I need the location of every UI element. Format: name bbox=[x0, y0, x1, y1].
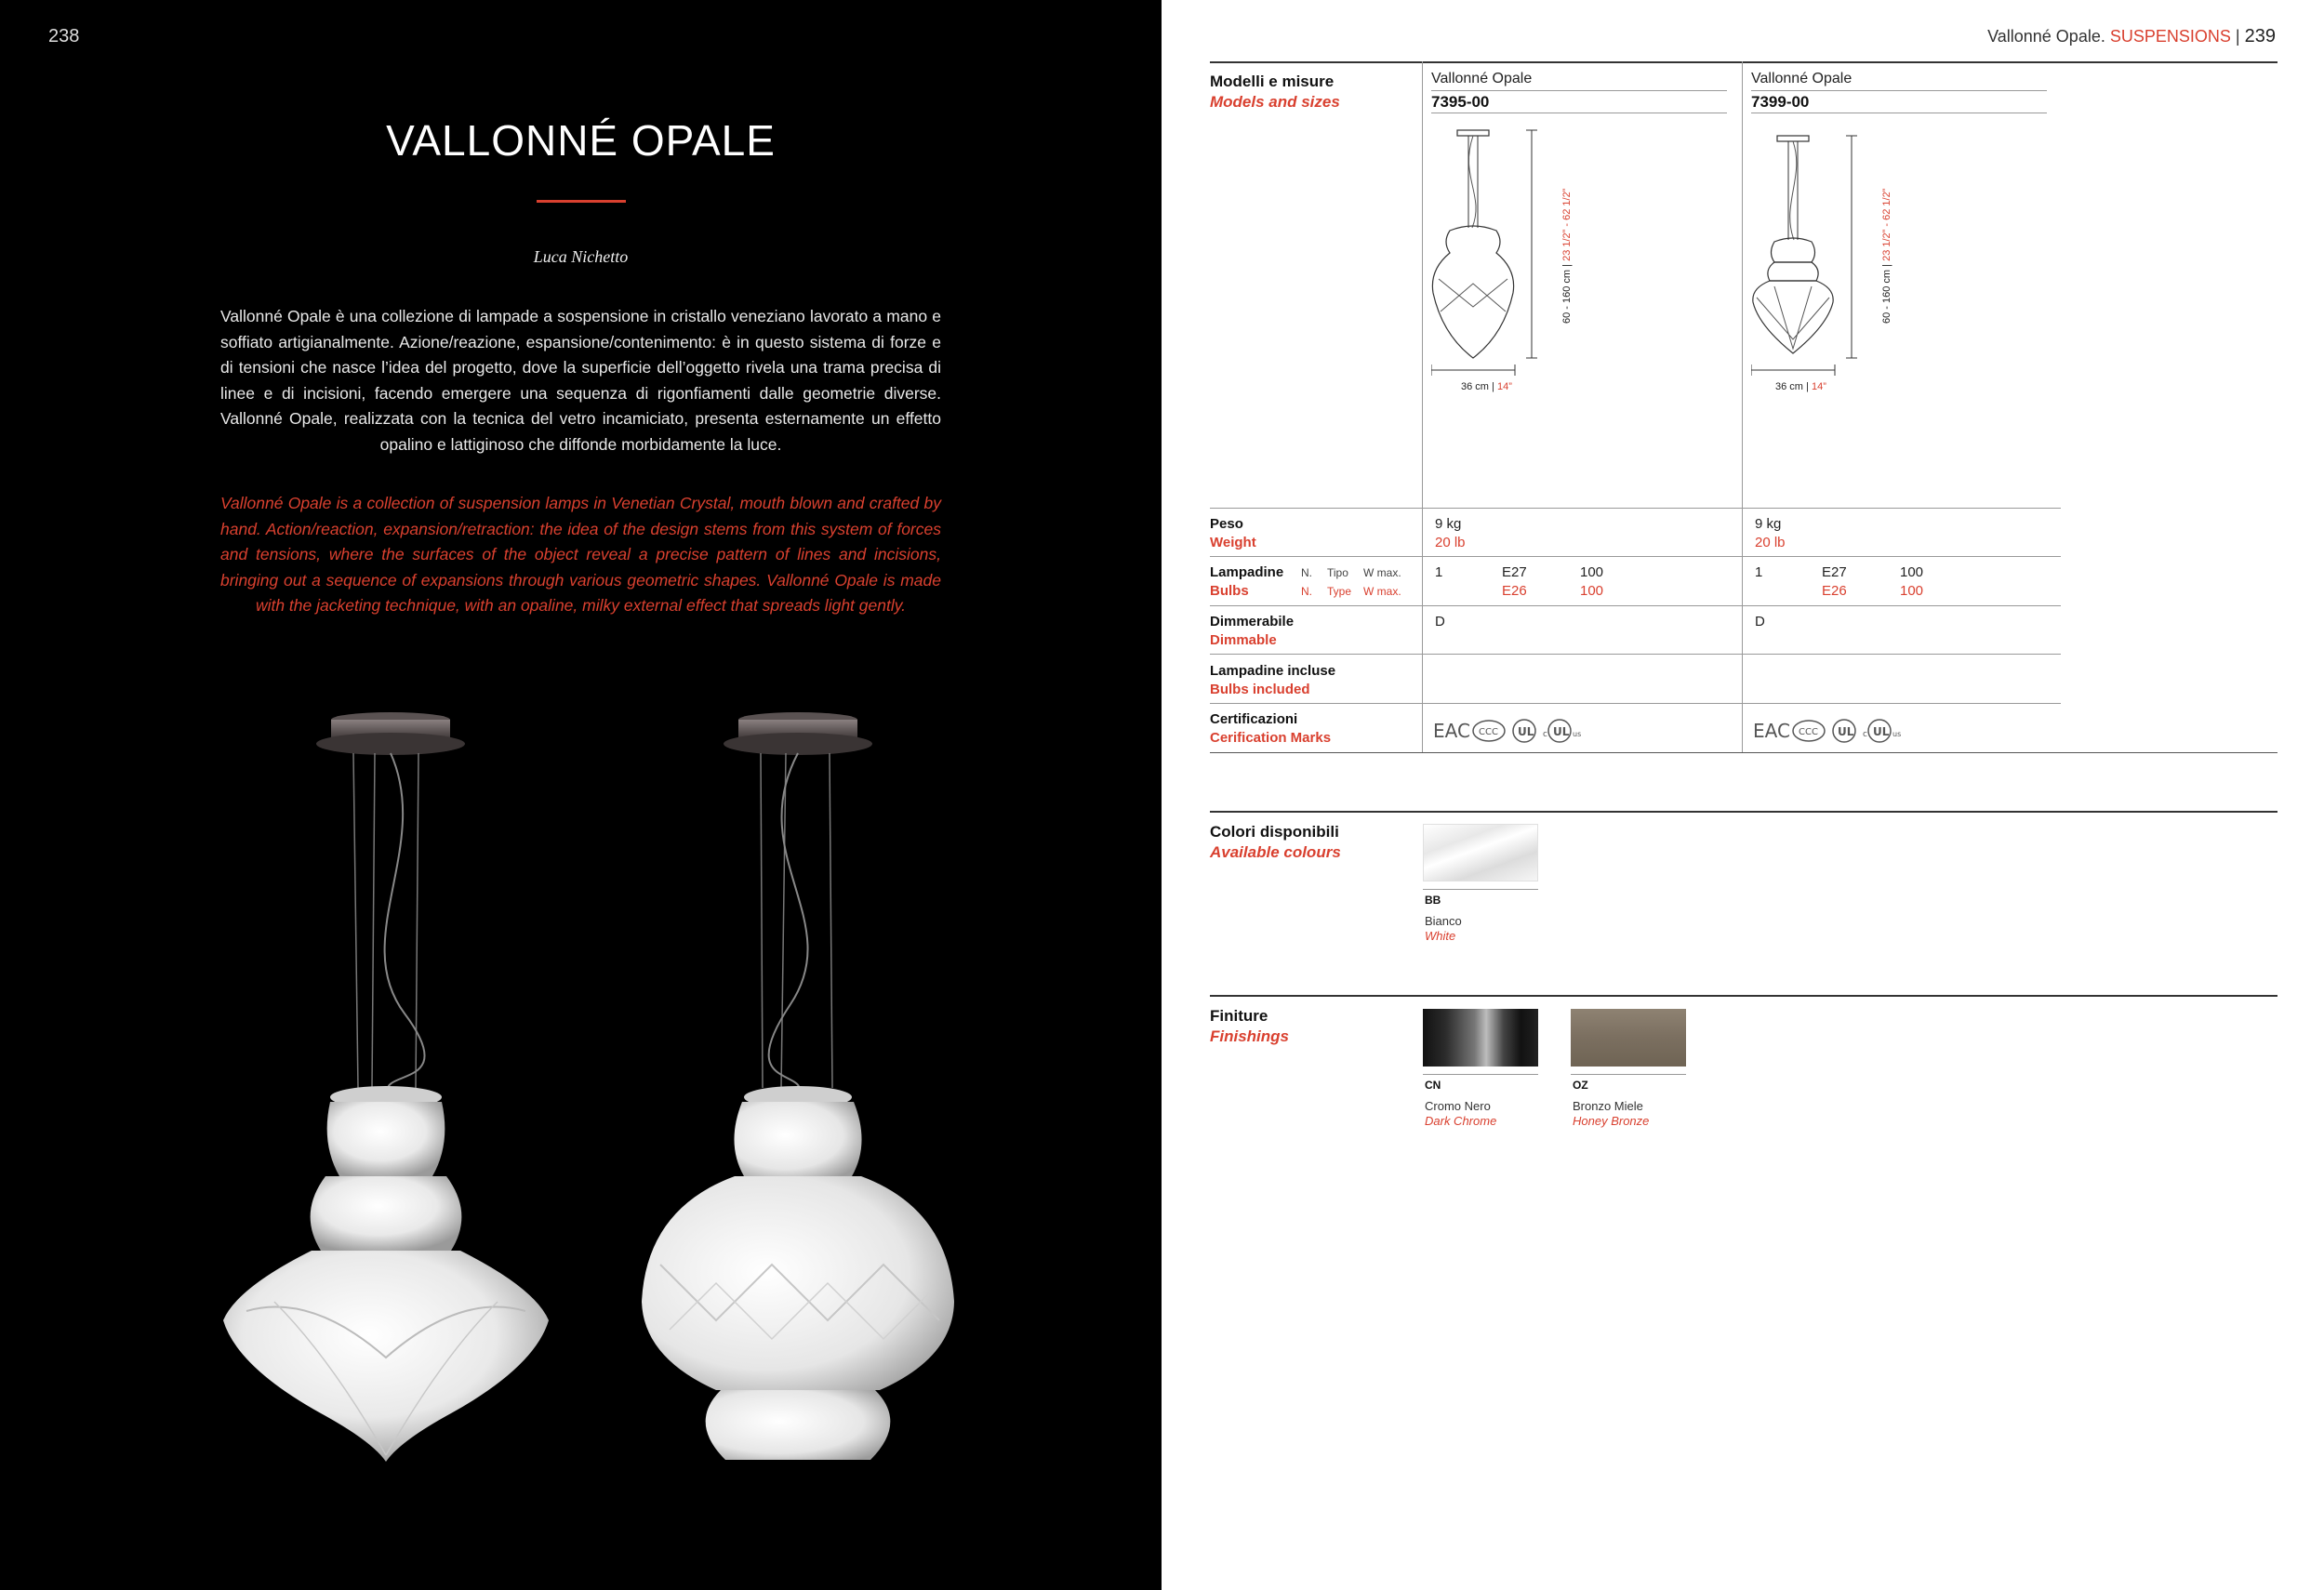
weight-label-en: Weight bbox=[1210, 535, 1256, 550]
model-2-width-in: 14” bbox=[1811, 381, 1826, 392]
model-2-height-cm: 60 - 160 cm bbox=[1881, 269, 1892, 324]
cert-label-it: Certificazioni bbox=[1210, 711, 1298, 727]
svg-text:UL: UL bbox=[1518, 725, 1534, 738]
model-2-bulb-type-us: E26 bbox=[1822, 583, 1847, 599]
model-2-dimmable: D bbox=[1755, 614, 1765, 629]
model-2-bulb-w-us: 100 bbox=[1900, 583, 1924, 599]
model-2-height-in: 23 1/2” - 62 1/2” bbox=[1881, 188, 1892, 261]
bulbs-w-it: W max. bbox=[1363, 566, 1401, 579]
model-1-height: 60 - 160 cm | 23 1/2” - 62 1/2” bbox=[1561, 188, 1573, 324]
row-rule-end bbox=[1210, 752, 2278, 753]
model-1-bulb-w: 100 bbox=[1580, 564, 1604, 580]
model-1-drawing bbox=[1431, 121, 1552, 381]
bulbs-n-it: N. bbox=[1301, 566, 1312, 579]
colour-bb-name-it: Bianco bbox=[1425, 914, 1462, 928]
finish-oz-name-it: Bronzo Miele bbox=[1573, 1099, 1643, 1113]
model-1-width: 36 cm | 14” bbox=[1461, 381, 1512, 392]
title-divider bbox=[537, 200, 626, 203]
models-label-it: Modelli e misure bbox=[1210, 73, 1335, 90]
model-2-bulb-type: E27 bbox=[1822, 564, 1847, 580]
bulbs-label-en: Bulbs bbox=[1210, 583, 1249, 599]
included-label-it: Lampadine incluse bbox=[1210, 663, 1336, 679]
svg-text:c: c bbox=[1863, 730, 1867, 739]
model-1-code: 7395-00 bbox=[1431, 93, 1490, 111]
page-number-right: 239 bbox=[2244, 26, 2276, 46]
header-category: SUSPENSIONS bbox=[2109, 27, 2231, 46]
dimmable-label-en: Dimmable bbox=[1210, 632, 1277, 648]
model-1-name: Vallonné Opale bbox=[1431, 71, 1533, 86]
bulbs-w-en: W max. bbox=[1363, 585, 1401, 598]
column-divider-2 bbox=[1742, 61, 1743, 753]
finishes-label-it: Finiture bbox=[1210, 1007, 1268, 1025]
model-2-weight: 9 kg bbox=[1755, 516, 1782, 532]
dimmable-label-it: Dimmerabile bbox=[1210, 614, 1295, 629]
model-1-bulb-w-us: 100 bbox=[1580, 583, 1604, 599]
colour-bb-name-en: White bbox=[1425, 929, 1456, 943]
model-2-bulb-w: 100 bbox=[1900, 564, 1924, 580]
cert-label-en: Cerification Marks bbox=[1210, 730, 1332, 746]
description-english: Vallonné Opale is a collection of suspension lamps in Venetian Crystal, mouth blown and crafted by hand. Action/reaction, expansion/retraction: the idea of the design stems from this system of forces and tensions, where the surfaces of the object reveal a precise pattern of lines and incisions, bringing out a sequence of expansions through various geometric shapes. Vallonné Opale is made with the jacketing technique, with an opaline, milky external effect that spreads light gently. bbox=[220, 494, 941, 616]
svg-text:UL: UL bbox=[1553, 725, 1570, 738]
model-1-weight-lb: 20 lb bbox=[1435, 535, 1466, 550]
svg-text:c: c bbox=[1543, 730, 1547, 739]
finish-oz-name-en: Honey Bronze bbox=[1573, 1114, 1650, 1128]
row-rule-bulbs bbox=[1210, 556, 2061, 557]
column-divider-1 bbox=[1422, 61, 1423, 753]
page-number-left: 238 bbox=[48, 26, 80, 46]
model-1-bulb-type: E27 bbox=[1502, 564, 1527, 580]
model-1-cert-marks bbox=[1431, 716, 1599, 746]
section-rule-finishes bbox=[1210, 995, 2278, 997]
colour-bb-rule bbox=[1423, 889, 1538, 890]
model-2-rule-top bbox=[1751, 90, 2047, 91]
model-2-bulb-n: 1 bbox=[1755, 564, 1763, 580]
finish-swatch-oz bbox=[1571, 1009, 1686, 1067]
svg-text:us: us bbox=[1892, 730, 1902, 738]
svg-text:UL: UL bbox=[1838, 725, 1854, 738]
header-collection: Vallonné Opale. bbox=[1987, 27, 2105, 46]
bulbs-type-it: Tipo bbox=[1327, 566, 1348, 579]
weight-label-it: Peso bbox=[1210, 516, 1243, 532]
bulbs-type-en: Type bbox=[1327, 585, 1352, 598]
collection-title: VALLONNÉ OPALE bbox=[386, 116, 776, 165]
colour-bb-code: BB bbox=[1425, 894, 1441, 907]
model-2-cert-marks bbox=[1751, 716, 1919, 746]
model-1-height-cm: 60 - 160 cm bbox=[1561, 269, 1573, 324]
finish-swatch-cn bbox=[1423, 1009, 1538, 1067]
model-1-bulb-n: 1 bbox=[1435, 564, 1443, 580]
model-1-weight: 9 kg bbox=[1435, 516, 1462, 532]
svg-text:us: us bbox=[1573, 730, 1582, 738]
model-1-height-in: 23 1/2” - 62 1/2” bbox=[1561, 188, 1573, 261]
header-separator: | bbox=[2235, 27, 2240, 46]
section-rule-colours bbox=[1210, 811, 2278, 813]
model-2-drawing bbox=[1751, 121, 1872, 381]
row-rule-weight bbox=[1210, 508, 2061, 509]
colour-swatch-bb bbox=[1423, 824, 1538, 881]
model-2-code: 7399-00 bbox=[1751, 93, 1810, 111]
bulbs-label-it: Lampadine bbox=[1210, 564, 1284, 580]
finish-cn-name-en: Dark Chrome bbox=[1425, 1114, 1497, 1128]
section-rule-models bbox=[1210, 61, 2278, 63]
row-rule-included bbox=[1210, 654, 2061, 655]
colours-label-it: Colori disponibili bbox=[1210, 823, 1339, 841]
svg-text:EAC: EAC bbox=[1433, 720, 1470, 742]
model-2-width-cm: 36 cm bbox=[1775, 381, 1803, 392]
model-2-width: 36 cm | 14” bbox=[1775, 381, 1826, 392]
lamp-photo-7395 bbox=[219, 707, 553, 1469]
designer-name: Luca Nichetto bbox=[533, 247, 629, 266]
finish-cn-code: CN bbox=[1425, 1079, 1441, 1092]
svg-text:EAC: EAC bbox=[1753, 720, 1790, 742]
row-rule-dimmable bbox=[1210, 605, 2061, 606]
running-header bbox=[1987, 26, 2276, 47]
model-1-width-cm: 36 cm bbox=[1461, 381, 1489, 392]
finishes-label-en: Finishings bbox=[1210, 1027, 1289, 1045]
model-2-name: Vallonné Opale bbox=[1751, 71, 1853, 86]
finish-oz-rule bbox=[1571, 1074, 1686, 1075]
svg-text:CCC: CCC bbox=[1479, 727, 1498, 737]
bulbs-n-en: N. bbox=[1301, 585, 1312, 598]
description-italian: Vallonné Opale è una collezione di lampade a sospensione in cristallo veneziano lavorato a mano e soffiato artigianalmente. Azione/reazione, espansione/contenimento: è in questo sistema di forze e di tensioni che nasce l’idea del progetto, dove la superficie dell’oggetto rivela una trama precisa di linee e di incisioni, facendo emergere una sequenza di rigonfiamenti dalle geometrie diverse. Vallonné Opale, realizzata con la tecnica del vetro incamiciato, presenta esternamente un effetto opalino e lattiginoso che diffonde morbidamente la luce. bbox=[220, 307, 941, 454]
included-label-en: Bulbs included bbox=[1210, 682, 1310, 697]
row-rule-cert bbox=[1210, 703, 2061, 704]
model-1-bulb-type-us: E26 bbox=[1502, 583, 1527, 599]
model-1-dimmable: D bbox=[1435, 614, 1445, 629]
finish-cn-rule bbox=[1423, 1074, 1538, 1075]
lamp-photo-7399 bbox=[632, 707, 967, 1469]
model-1-rule-top bbox=[1431, 90, 1727, 91]
finish-cn-name-it: Cromo Nero bbox=[1425, 1099, 1491, 1113]
right-page bbox=[1162, 0, 2324, 1590]
svg-text:CCC: CCC bbox=[1799, 727, 1818, 737]
model-2-height: 60 - 160 cm | 23 1/2” - 62 1/2” bbox=[1881, 188, 1892, 324]
model-2-weight-lb: 20 lb bbox=[1755, 535, 1786, 550]
colours-label-en: Available colours bbox=[1210, 843, 1341, 861]
svg-text:UL: UL bbox=[1873, 725, 1890, 738]
finish-oz-code: OZ bbox=[1573, 1079, 1588, 1092]
models-label-en: Models and sizes bbox=[1210, 93, 1340, 111]
model-1-width-in: 14” bbox=[1496, 381, 1512, 392]
